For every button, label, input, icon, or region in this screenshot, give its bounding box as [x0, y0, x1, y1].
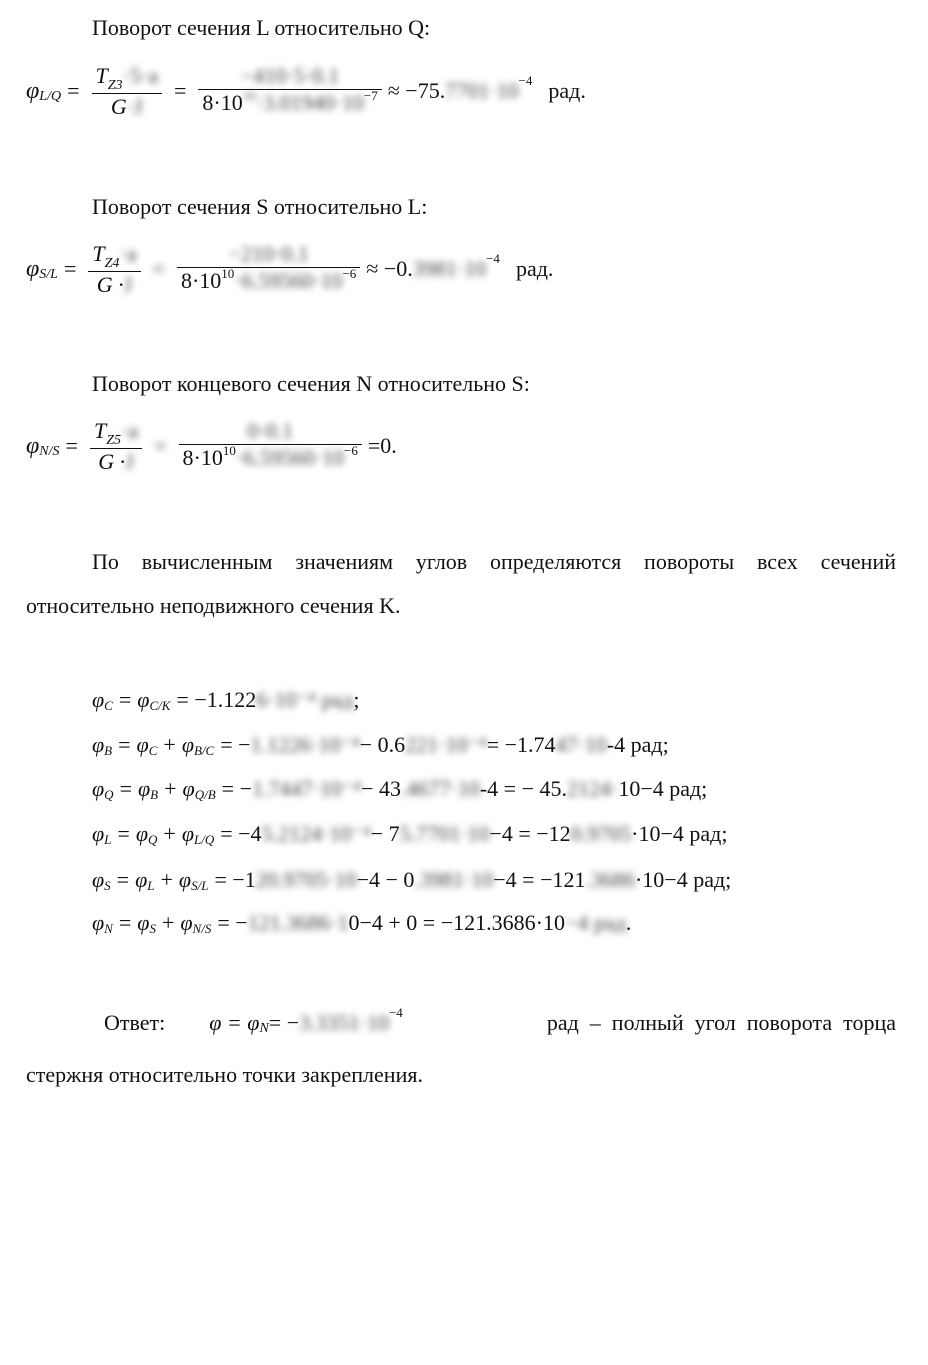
- result-phi-c: φ C = φ C/K = −1.122 6·10⁻⁴ рад ;: [92, 687, 360, 713]
- equation-phi-s-l: φ S/L = $\frac{T_{Z4}\cdot a}{G \cdot J}$ = $\frac{-210\cdot 0.1}{8\cdot 10^{10}\cdot 6.59560\cdot 10^{-6}}$ ≈ −0. 3981·10 −4 рад.: [26, 240, 554, 297]
- heading-rotation-l-q: Поворот сечения L относительно Q:: [92, 15, 431, 40]
- heading-rotation-s-l: Поворот сечения S относительно L:: [92, 194, 428, 219]
- fraction-formula: $\frac{T_{Z4}\cdot a}{G \cdot J}$: [88, 241, 140, 298]
- fraction-numeric: $\frac{-410\cdot 5\cdot 0.1}{8\cdot 10^{10}\cdot 3.01940\cdot 10^{-7}}$: [198, 63, 381, 119]
- answer-label: Ответ:: [104, 1010, 166, 1035]
- unit-label: рад.: [548, 78, 586, 103]
- equation-phi-l-q: φ L/Q = $\frac{T_{Z3}\cdot 5\cdot a}{G\cdot J}$ = $\frac{-410\cdot 5\cdot 0.1}{8\cdot 10^{10}\cdot 3.01940\cdot 10^{-7}}$ ≈ −75. 7701·10 −4 рад.: [26, 62, 586, 119]
- fraction-numeric: $\frac{0\cdot 0.1}{8\cdot 10^{10}\cdot 6.59560\cdot 10^{-6}}$: [179, 418, 362, 474]
- paragraph-explanation: По вычисленным значениям углов определяются повороты всех сечений относительно неподвижного сечения K.: [26, 549, 896, 618]
- result-phi-s: φ S = φ L + φ S/L = −1 20.9705·10 −4 − 0 .3981·10 −4 = −121 .3686 ·10−4 рад;: [92, 867, 732, 893]
- phi-subscript: L/Q: [39, 89, 62, 104]
- fraction-numeric: $\frac{-210\cdot 0.1}{8\cdot 10^{10}\cdot 6.59560\cdot 10^{-6}}$: [177, 241, 360, 297]
- heading-rotation-n-s: Поворот концевого сечения N относительно S:: [92, 371, 530, 396]
- fraction-formula: $\frac{T_{Z3}\cdot 5\cdot a}{G\cdot J}$: [92, 63, 162, 120]
- fraction-formula: $\frac{T_{Z5}\cdot a}{G \cdot J}$: [90, 418, 142, 475]
- equation-phi-n-s: φ N/S = $\frac{T_{Z5}\cdot a}{G \cdot J}$ = $\frac{0\cdot 0.1}{8\cdot 10^{10}\cdot 6.59560\cdot 10^{-6}}$ =0.: [26, 417, 397, 474]
- result-phi-q: φ Q = φ B + φ Q/B = − 1.7447·10⁻⁴ − 43 .4677·10 -4 = − 45. 2124· 10−4 рад;: [92, 776, 708, 802]
- phi-symbol: φ: [26, 77, 40, 104]
- result-value: =0.: [367, 433, 397, 458]
- result-phi-b: φ B = φ C + φ B/C = − 1.1226·10⁻⁴ − 0.6 221·10⁻⁴ = −1.74 47·10 -4 рад;: [92, 732, 669, 758]
- result-phi-n: φ N = φ S + φ N/S = − 121.3686·1 0−4 + 0 = −121. 3686·10 −4 рад .: [92, 910, 632, 936]
- result-phi-l: φ L = φ Q + φ L/Q = −4 5.2124·10⁻⁴ − 7 5.7701·10 −4 = −12 0.9705 ·10−4 рад;: [92, 821, 728, 847]
- answer-text-continued: стержня относительно точки закрепления.: [26, 1062, 423, 1087]
- answer-line: Ответ: φ = φ N = − 3.3351·10 −4 рад – полный угол поворота торца: [104, 1005, 896, 1036]
- answer-text: рад – полный угол поворота торца: [546, 1010, 896, 1035]
- approx-value: ≈ −75.: [387, 78, 446, 103]
